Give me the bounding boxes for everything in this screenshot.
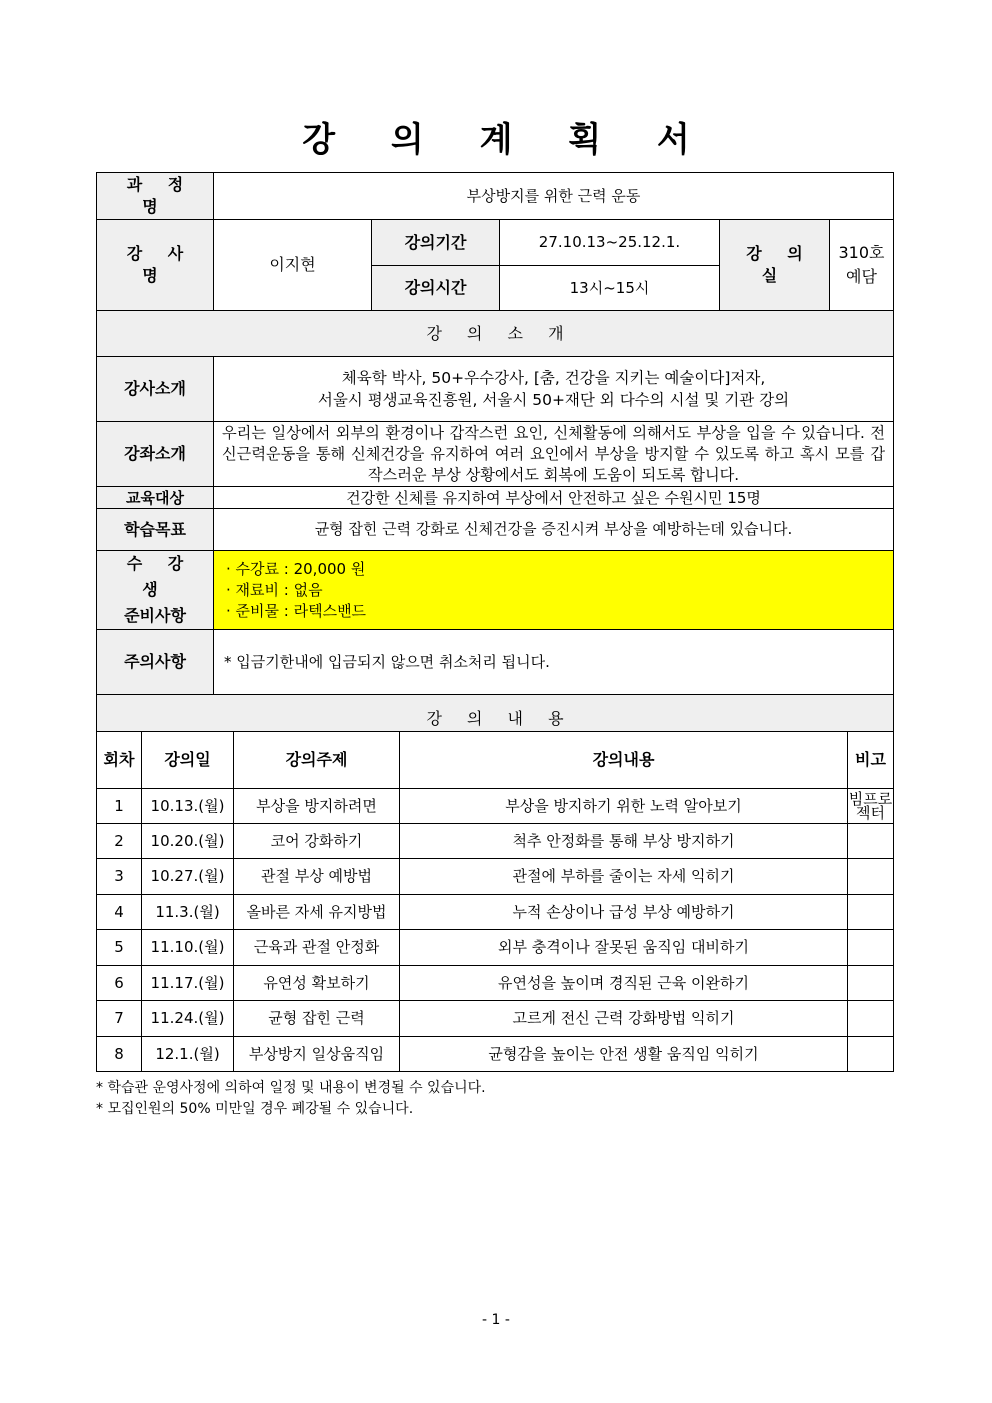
footnote-schedule-change: * 학습관 운영사정에 의하여 일정 및 내용이 변경될 수 있습니다. (96, 1080, 486, 1096)
row-no: 7 (97, 1001, 142, 1037)
row-topic: 부상을 방지하려면 (234, 789, 400, 824)
row-note (848, 930, 894, 966)
plan-info-table (96, 172, 894, 743)
row-note (848, 966, 894, 1001)
goal-label: 학습목표 (97, 509, 214, 551)
table-row (97, 824, 894, 859)
row-content: 부상을 방지하기 위한 노력 알아보기 (400, 789, 848, 824)
row-topic: 관절 부상 예방법 (234, 859, 400, 895)
schedule-table (96, 731, 894, 1072)
row-note (848, 824, 894, 859)
caution-label: 주의사항 (97, 630, 214, 695)
header-content: 강의내용 (400, 732, 848, 789)
content-section-header: 강 의 내 용 (97, 695, 894, 743)
row-date: 12.1.(월) (142, 1037, 234, 1072)
page-number: - 1 - (482, 1312, 510, 1328)
room-name: 예담 (846, 267, 877, 286)
document-title: 강 의 계 획 서 (302, 120, 712, 160)
row-topic: 균형 잡힌 근력 (234, 1001, 400, 1037)
row-content: 척추 안정화를 통해 부상 방지하기 (400, 824, 848, 859)
target-label: 교육대상 (97, 487, 214, 509)
row-topic: 근육과 관절 안정화 (234, 930, 400, 966)
row-no: 6 (97, 966, 142, 1001)
row-topic: 유연성 확보하기 (234, 966, 400, 1001)
header-note: 비고 (848, 732, 894, 789)
table-row (97, 789, 894, 824)
course-intro-text: 우리는 일상에서 외부의 환경이나 갑작스런 요인, 신체활동에 의해서도 부상을 입을 수 있습니다. 전신근력운동을 통해 신체건강을 유지하여 여러 요인에서 부상을 방지할 수 있도록 하고 혹시 모를 갑작스러운 부상 상황에서도 회복에 도움이 되도록 합니다. (214, 422, 894, 487)
room-label: 강 의 실 (720, 220, 830, 311)
row-content: 누적 손상이나 급성 부상 예방하기 (400, 895, 848, 930)
row-no: 2 (97, 824, 142, 859)
instructor-intro-line1: 체육학 박사, 50+우수강사, [춤, 건강을 지키는 예술이다]저자, (341, 369, 766, 387)
prep-items (214, 551, 894, 630)
intro-section-header: 강 의 소 개 (97, 311, 894, 357)
table-row (97, 1037, 894, 1072)
prep-label-line2: 준비사항 (124, 606, 186, 625)
table-row (97, 1001, 894, 1037)
prep-label-line1: 수 강 생 (126, 554, 194, 599)
period-label: 강의기간 (372, 220, 500, 266)
row-date: 10.13.(월) (142, 789, 234, 824)
row-note (848, 1037, 894, 1072)
period-value: 27.10.13~25.12.1. (500, 220, 720, 266)
target-value: 건강한 신체를 유지하여 부상에서 안전하고 싶은 수원시민 15명 (214, 487, 894, 509)
course-label: 과 정 명 (97, 173, 214, 220)
room-value (830, 220, 894, 311)
row-content: 외부 충격이나 잘못된 움직임 대비하기 (400, 930, 848, 966)
row-no: 8 (97, 1037, 142, 1072)
row-note (848, 1001, 894, 1037)
course-name: 부상방지를 위한 근력 운동 (214, 173, 894, 220)
course-intro-label: 강좌소개 (97, 422, 214, 487)
row-no: 3 (97, 859, 142, 895)
row-content: 관절에 부하를 줄이는 자세 익히기 (400, 859, 848, 895)
row-date: 11.17.(월) (142, 966, 234, 1001)
room-number: 310호 (838, 243, 885, 262)
row-content: 유연성을 높이며 경직된 근육 이완하기 (400, 966, 848, 1001)
table-row (97, 930, 894, 966)
row-date: 10.20.(월) (142, 824, 234, 859)
table-row (97, 859, 894, 895)
row-content: 균형감을 높이는 안전 생활 움직임 익히기 (400, 1037, 848, 1072)
prep-supplies: · 준비물 : 라텍스밴드 (226, 601, 367, 620)
prep-fee: · 수강료 : 20,000 원 (226, 559, 366, 578)
table-row (97, 895, 894, 930)
time-label: 강의시간 (372, 266, 500, 311)
header-date: 강의일 (142, 732, 234, 789)
row-date: 11.10.(월) (142, 930, 234, 966)
instructor-intro-text (214, 357, 894, 422)
header-no: 회차 (97, 732, 142, 789)
row-topic: 올바른 자세 유지방법 (234, 895, 400, 930)
footnotes (96, 1078, 486, 1120)
instructor-intro-label: 강사소개 (97, 357, 214, 422)
row-no: 4 (97, 895, 142, 930)
row-topic: 코어 강화하기 (234, 824, 400, 859)
row-topic: 부상방지 일상움직임 (234, 1037, 400, 1072)
row-note (848, 859, 894, 895)
footnote-cancellation: * 모집인원의 50% 미만일 경우 폐강될 수 있습니다. (96, 1101, 414, 1117)
row-date: 11.3.(월) (142, 895, 234, 930)
prep-label (97, 551, 214, 630)
row-content: 고르게 전신 근력 강화방법 익히기 (400, 1001, 848, 1037)
table-row (97, 966, 894, 1001)
instructor-intro-line2: 서울시 평생교육진흥원, 서울시 50+재단 외 다수의 시설 및 기관 강의 (317, 391, 790, 409)
row-note (848, 895, 894, 930)
instructor-name: 이지현 (214, 220, 372, 311)
row-date: 11.24.(월) (142, 1001, 234, 1037)
caution-text: * 입금기한내에 입금되지 않으면 취소처리 됩니다. (214, 630, 894, 695)
row-no: 5 (97, 930, 142, 966)
row-date: 10.27.(월) (142, 859, 234, 895)
row-no: 1 (97, 789, 142, 824)
row-note: 빔프로젝터 (848, 790, 893, 822)
prep-material-cost: · 재료비 : 없음 (226, 580, 323, 599)
goal-value: 균형 잡힌 근력 강화로 신체건강을 증진시켜 부상을 예방하는데 있습니다. (214, 509, 894, 551)
instructor-label: 강 사 명 (97, 220, 214, 311)
time-value: 13시~15시 (500, 266, 720, 311)
header-topic: 강의주제 (234, 732, 400, 789)
